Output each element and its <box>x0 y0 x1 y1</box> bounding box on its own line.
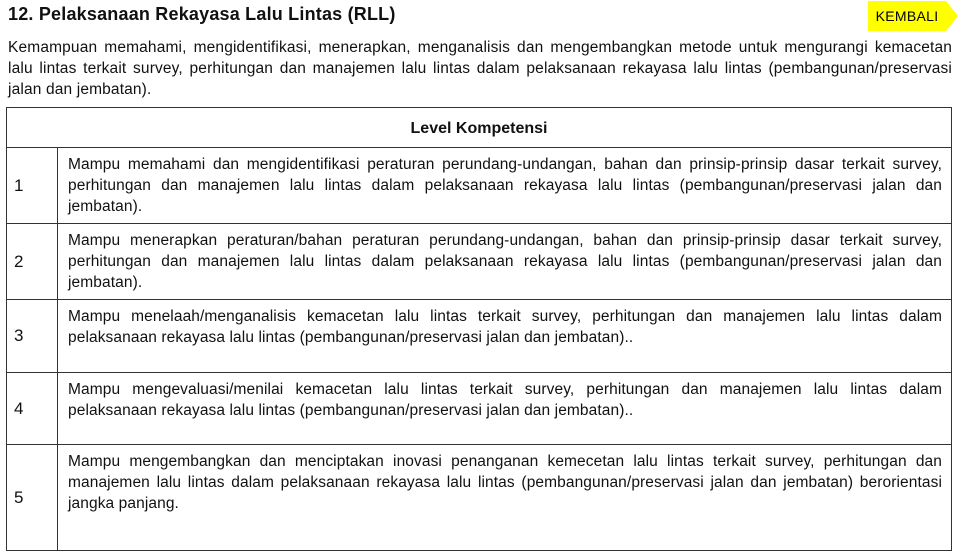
competency-level-table <box>6 107 952 551</box>
level-description: Mampu memahami dan mengidentifikasi peraturan perundang-undangan, bahan dan prinsip-prinsip dasar terkait survey, perhitungan dan manajemen lalu lintas dalam pelaksanaan rekayasa lalu lintas (pembangunan/preservasi jalan dan jembatan). <box>58 148 952 224</box>
arrow-right-icon[interactable] <box>946 1 958 31</box>
level-description: Mampu menerapkan peraturan/bahan peraturan perundang-undangan, bahan dan prinsip-prinsip dasar terkait survey, perhitungan dan manajemen lalu lintas dalam pelaksanaan rekayasa lalu lintas (pembangunan/preservasi jalan dan jembatan). <box>58 224 952 300</box>
level-description: Mampu mengevaluasi/menilai kemacetan lalu lintas terkait survey, perhitungan dan manajemen lalu lintas dalam pelaksanaan rekayasa lalu lintas (pembangunan/preservasi jalan dan jembatan).. <box>58 373 952 445</box>
level-description: Mampu mengembangkan dan menciptakan inovasi penanganan kemecetan lalu lintas terkait survey, perhitungan dan manajemen lalu lintas dalam pelaksanaan rekayasa lalu lintas (pembangunan/preservasi jalan dan jembatan) berorientasi jangka panjang. <box>58 445 952 551</box>
level-number: 3 <box>7 300 58 373</box>
table-row <box>7 445 952 551</box>
table-row <box>7 224 952 300</box>
table-header-row <box>7 108 952 148</box>
level-number: 4 <box>7 373 58 445</box>
level-description: Mampu menelaah/menganalisis kemacetan lalu lintas terkait survey, perhitungan dan manajemen lalu lintas dalam pelaksanaan rekayasa lalu lintas (pembangunan/preservasi jalan dan jembatan).. <box>58 300 952 373</box>
level-number: 2 <box>7 224 58 300</box>
level-number: 1 <box>7 148 58 224</box>
kembali-button-label[interactable]: KEMBALI <box>868 1 946 31</box>
table-row <box>7 300 952 373</box>
table-row <box>7 373 952 445</box>
kembali-button[interactable] <box>868 1 960 31</box>
table-header: Level Kompetensi <box>7 108 952 148</box>
page-title: 12. Pelaksanaan Rekayasa Lalu Lintas (RLL) <box>8 4 396 24</box>
competency-description: Kemampuan memahami, mengidentifikasi, menerapkan, menganalisis dan mengembangkan metode untuk mengurangi kemacetan lalu lintas terkait survey, perhitungan dan manajemen lalu lintas dalam pelaksanaan rekayasa lalu lintas (pembangunan/preservasi jalan dan jembatan). <box>8 39 952 98</box>
table-row <box>7 148 952 224</box>
level-number: 5 <box>7 445 58 551</box>
